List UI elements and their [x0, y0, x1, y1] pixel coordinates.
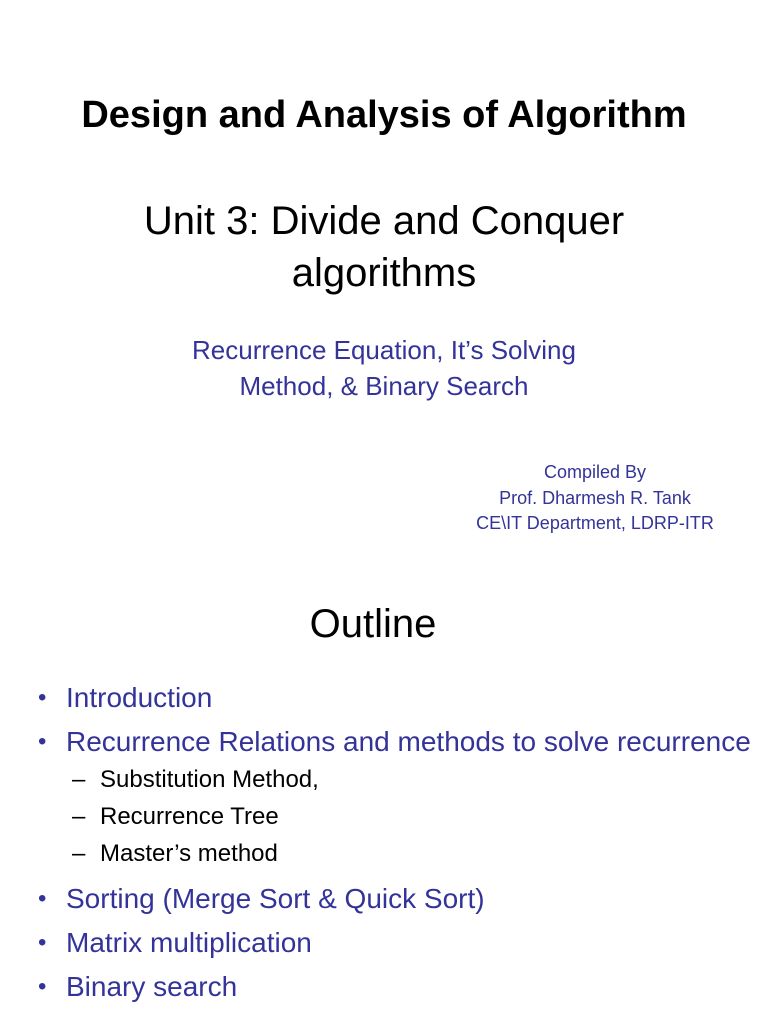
- department-name: CE\IT Department, LDRP-ITR: [476, 513, 714, 533]
- outline-list: [34, 680, 754, 1013]
- sub-list-item: [66, 835, 754, 872]
- list-item: [34, 680, 754, 715]
- unit-heading: [0, 195, 768, 299]
- sub-list-item-text: Substitution Method,: [100, 766, 319, 793]
- sub-list-item: [66, 798, 754, 835]
- sub-list-item: [66, 761, 754, 798]
- author-block: [440, 460, 750, 537]
- dash-icon: –: [72, 840, 86, 867]
- list-item-text: Introduction: [66, 682, 213, 713]
- dash-icon: –: [72, 766, 86, 793]
- slide-subtitle: [0, 332, 768, 404]
- list-item: [34, 969, 754, 1004]
- unit-heading-line1: Unit 3: Divide and Conquer: [143, 199, 625, 243]
- bullet-icon: •: [38, 728, 47, 755]
- author-name: Prof. Dharmesh R. Tank: [499, 487, 691, 508]
- slide-title: Design and Analysis of Algorithm: [81, 94, 687, 136]
- bullet-icon: •: [38, 973, 47, 1000]
- list-item-text: Binary search: [66, 971, 238, 1002]
- list-item: [34, 724, 754, 872]
- bullet-icon: •: [38, 929, 47, 956]
- bullet-icon: •: [38, 885, 47, 912]
- dash-icon: –: [72, 803, 86, 830]
- sub-list-item-text: Recurrence Tree: [100, 803, 279, 830]
- bullet-icon: •: [38, 684, 47, 711]
- list-item-text: Recurrence Relations and methods to solve recurrence: [66, 726, 751, 757]
- list-item: [34, 925, 754, 960]
- list-item-text: Sorting (Merge Sort & Quick Sort): [66, 883, 485, 914]
- unit-heading-line2: algorithms: [291, 251, 477, 295]
- sub-list: [66, 761, 754, 872]
- sub-list-item-text: Master’s method: [100, 840, 278, 867]
- list-item: [34, 881, 754, 916]
- subtitle-line2: Method, & Binary Search: [239, 371, 529, 401]
- outline-title: Outline: [309, 602, 437, 646]
- list-item-text: Matrix multiplication: [66, 927, 312, 958]
- subtitle-line1: Recurrence Equation, It’s Solving: [192, 335, 576, 365]
- compiled-by-label: Compiled By: [543, 462, 647, 482]
